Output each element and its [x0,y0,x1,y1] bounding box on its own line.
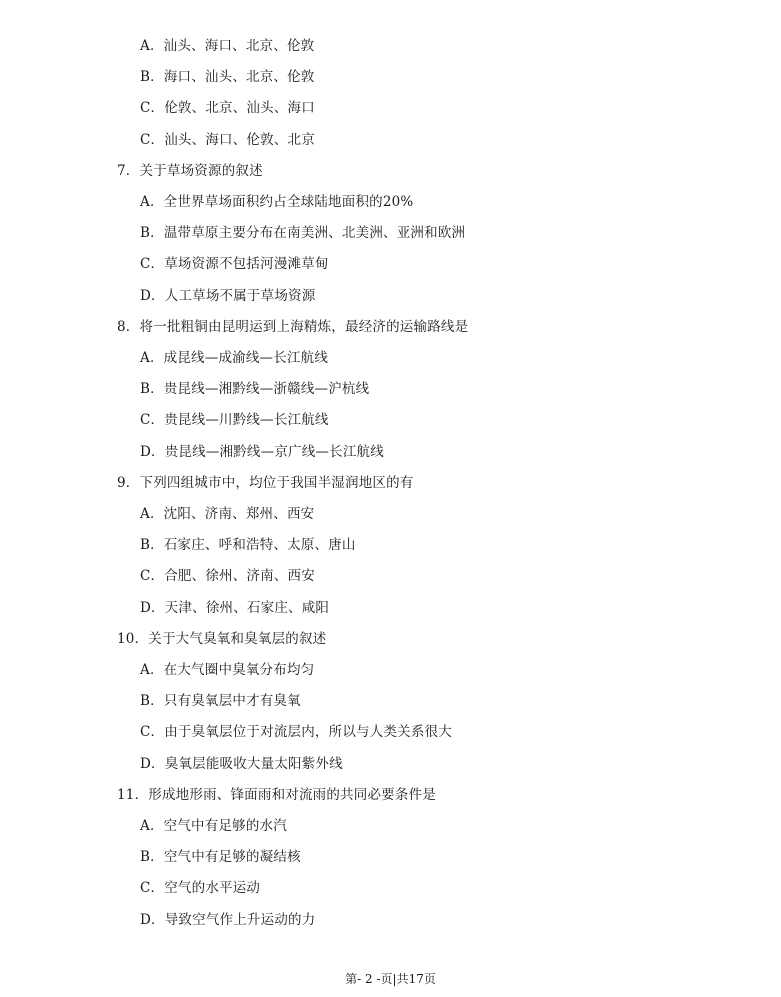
answer-option: B．贵昆线—湘黔线—浙赣线—沪杭线 [140,381,370,398]
page-footer: 第- 2 -页|共17页 [345,972,436,986]
answer-option: A．汕头、海口、北京、伦敦 [140,38,315,54]
question-stem: 9．下列四组城市中，均位于我国半湿润地区的有 [117,474,414,491]
answer-option: C．伦敦、北京、汕头、海口 [140,100,315,117]
answer-option: A．空气中有足够的水汽 [140,818,287,834]
answer-option: C．汕头、海口、伦敦、北京 [140,131,315,148]
answer-option: A．成昆线—成渝线—长江航线 [140,350,329,366]
answer-option: B．石家庄、呼和浩特、太原、唐山 [140,537,356,554]
answer-option: B．海口、汕头、北京、伦敦 [140,69,315,86]
question-stem: 7．关于草场资源的叙述 [117,162,263,179]
answer-option: B．温带草原主要分布在南美洲、北美洲、亚洲和欧洲 [140,225,466,242]
answer-option: C．合肥、徐州、济南、西安 [140,568,315,585]
answer-option: C．贵昆线—川黔线—长江航线 [140,412,329,429]
answer-option: D．臭氧层能吸收大量太阳紫外线 [140,755,343,772]
question-stem: 8．将一批粗铜由昆明运到上海精炼，最经济的运输路线是 [117,318,469,335]
answer-option: A．沈阳、济南、郑州、西安 [140,506,315,522]
answer-option: D．导致空气作上升运动的力 [140,911,316,928]
answer-option: D．人工草场不属于草场资源 [140,287,316,304]
answer-option: C．由于臭氧层位于对流层内，所以与人类关系很大 [140,724,452,741]
answer-option: C．空气的水平运动 [140,880,261,897]
answer-option: A．全世界草场面积约占全球陆地面积的20% [140,194,414,210]
answer-option: B．只有臭氧层中才有臭氧 [140,693,301,710]
answer-option: D．贵昆线—湘黔线—京广线—长江航线 [140,443,384,460]
answer-option: C．草场资源不包括河漫滩草甸 [140,256,329,273]
answer-option: A．在大气圈中臭氧分布均匀 [140,662,315,678]
answer-option: D．天津、徐州、石家庄、咸阳 [140,599,330,616]
question-stem: 10．关于大气臭氧和臭氧层的叙述 [117,630,327,647]
question-stem: 11．形成地形雨、锋面雨和对流雨的共同必要条件是 [117,786,436,803]
answer-option: B．空气中有足够的凝结核 [140,849,301,866]
